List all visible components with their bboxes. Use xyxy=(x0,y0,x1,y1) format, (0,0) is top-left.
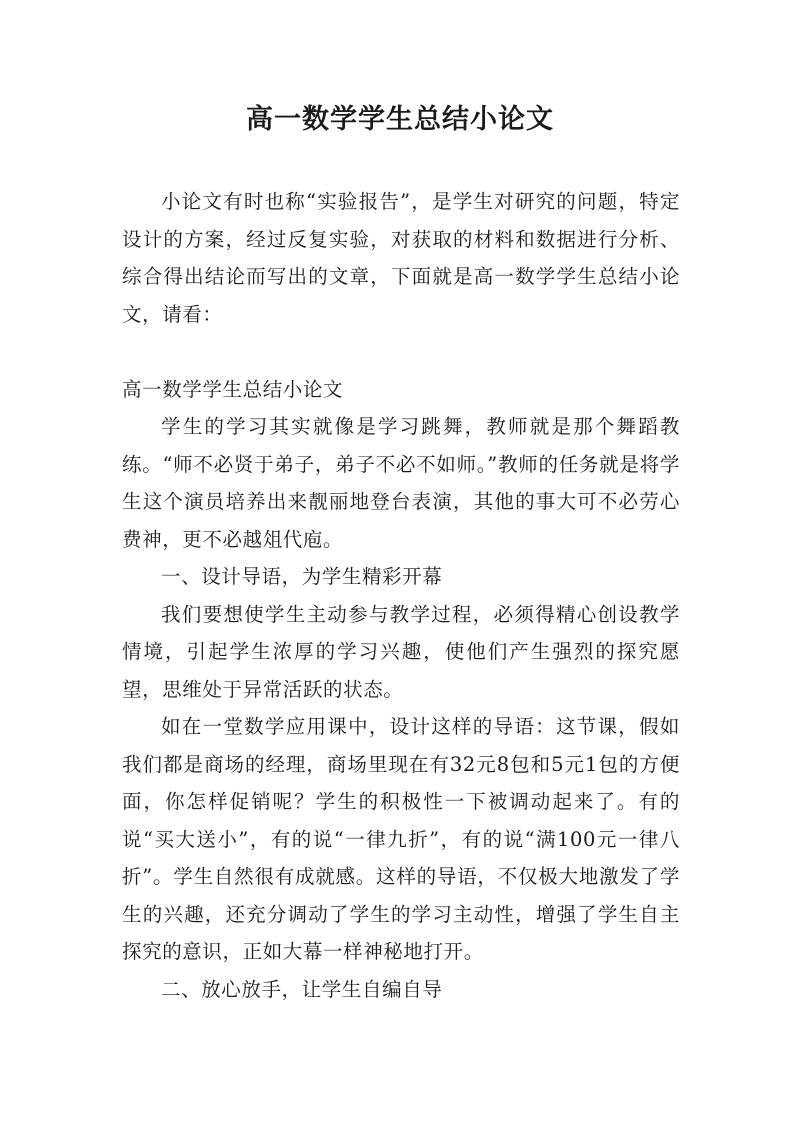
body-paragraph: 如在一堂数学应用课中，设计这样的导语：这节课，假如我们都是商场的经理，商场里现在有32元8包和5元1包的方便面，你怎样促销呢？学生的积极性一下被调动起来了。有的说“买大送小”，有的说“一律九折”，有的说“满100元一律八折”。学生自然很有成就感。这样的导语，不仅极大地激发了学生的兴趣，还充分调动了学生的学习主动性，增强了学生自主探究的意识，正如大幕一样神秘地打开。 xyxy=(122,715,680,963)
body-paragraph: 学生的学习其实就像是学习跳舞，教师就是那个舞蹈教练。“师不必贤于弟子，弟子不必不如师。”教师的任务就是将学生这个演员培养出来靓丽地登台表演，其他的事大可不必劳心费神，更不必越俎代庖。 xyxy=(122,415,680,551)
section-heading: 高一数学学生总结小论文 xyxy=(122,377,344,401)
document-body xyxy=(122,183,680,1008)
intro-paragraph: 小论文有时也称“实验报告”，是学生对研究的问题，特定设计的方案，经过反复实验，对获取的材料和数据进行分析、综合得出结论而写出的文章，下面就是高一数学学生总结小论文，请看： xyxy=(122,190,680,326)
section-subheading: 一、设计导语，为学生精彩开幕 xyxy=(161,565,443,588)
document-title: 高一数学学生总结小论文 xyxy=(246,104,554,135)
body-paragraph: 我们要想使学生主动参与教学过程，必须得精心创设教学情境，引起学生浓厚的学习兴趣，使他们产生强烈的探究愿望，思维处于异常活跃的状态。 xyxy=(122,602,680,701)
section-subheading: 二、放心放手，让学生自编自导 xyxy=(161,977,443,1001)
